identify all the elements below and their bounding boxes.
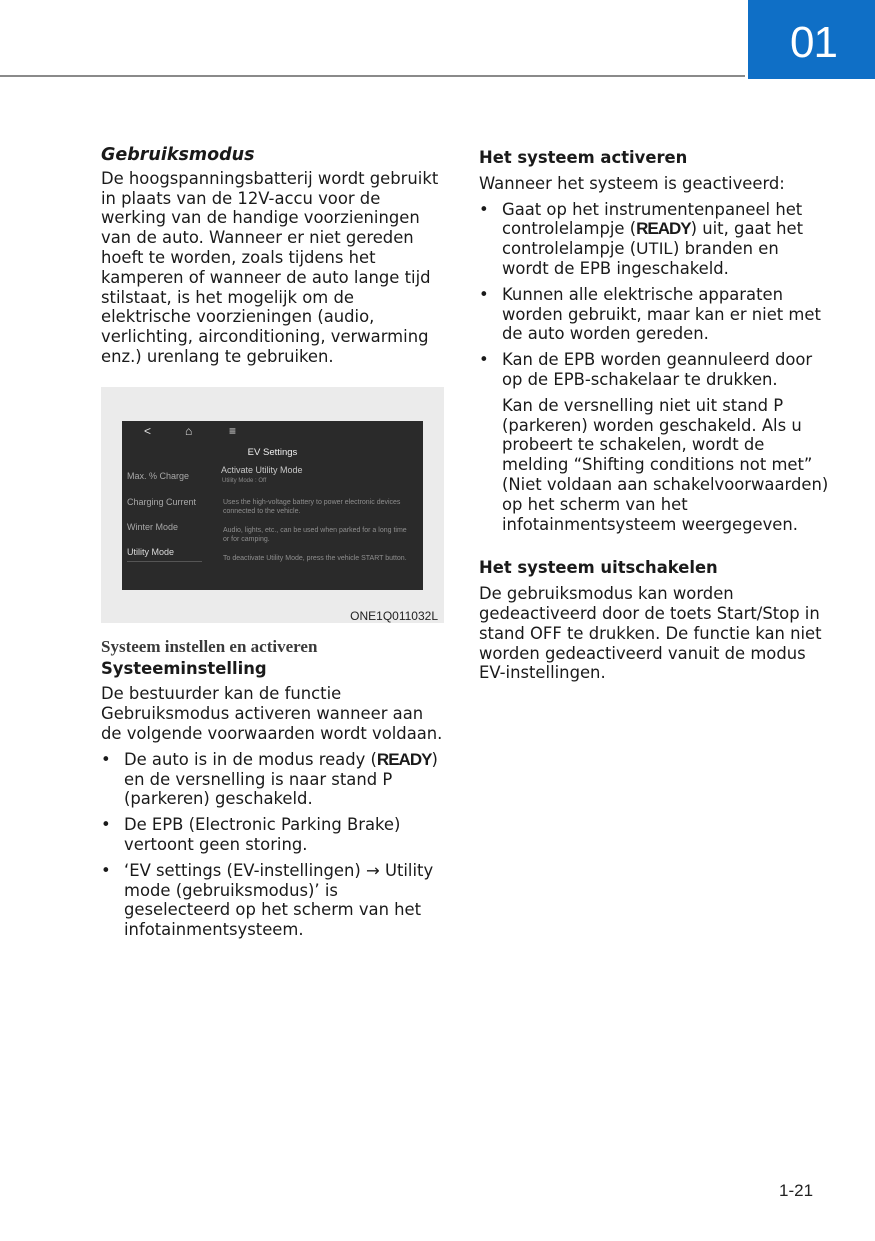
subheading-activeren: Het systeem activeren bbox=[479, 148, 688, 167]
option-description-1: Uses the high-voltage battery to power electronic devices connected to the vehicle. bbox=[223, 498, 401, 515]
infotainment-screen bbox=[122, 421, 423, 590]
list-text: ) uit, gaat het controlelampje ( bbox=[502, 219, 804, 259]
systeeminstelling-paragraph: De bestuurder kan de functie Gebruiksmodus activeren wanneer aan de volgende voorwaarden wordt voldaan. bbox=[101, 684, 443, 743]
menu-item-charging-current: Charging Current bbox=[127, 496, 197, 507]
option-status: Utility Mode : Off bbox=[222, 477, 267, 484]
ev-settings-figure bbox=[101, 387, 444, 623]
ready-indicator-icon: READY bbox=[636, 219, 691, 239]
left-column bbox=[101, 146, 446, 940]
chapter-number: 01 bbox=[790, 18, 837, 67]
option-description-2: Audio, lights, etc., can be used when parked for a long time or for camping. bbox=[223, 526, 407, 543]
activeren-intro: Wanneer het systeem is geactiveerd: bbox=[479, 173, 785, 193]
home-icon: ⌂ bbox=[185, 423, 193, 438]
conditions-list bbox=[101, 750, 446, 940]
list-text: Gaat op het instrumentenpaneel het controlelampje ( bbox=[502, 199, 803, 239]
list-item: • ‘EV settings (EV-instellingen) → Utility mode (gebruiksmodus)’ is geselecteerd op het scherm van het infotainmentsysteem. bbox=[101, 861, 446, 940]
list-item: • Kan de EPB worden geannuleerd door op de EPB-schakelaar te drukken. bbox=[479, 350, 829, 390]
list-item bbox=[479, 200, 829, 279]
list-item: • De EPB (Electronic Parking Brake) vertoont geen storing. bbox=[101, 815, 446, 855]
list-text: De auto is in de modus ready ( bbox=[124, 749, 377, 769]
activation-list bbox=[479, 200, 829, 390]
header-rule bbox=[0, 75, 745, 77]
section-heading-gebruiksmodus: Gebruiksmodus bbox=[101, 145, 255, 165]
figure-caption: ONE1Q011032L bbox=[350, 608, 438, 623]
back-icon: < bbox=[144, 423, 152, 438]
list-text: ) en de versnelling is naar stand P (parkeren) geschakeld. bbox=[124, 749, 438, 809]
list-item bbox=[101, 750, 446, 809]
menu-item-utility-mode: Utility Mode bbox=[127, 547, 202, 562]
list-item: • Kunnen alle elektrische apparaten worden gebruikt, maar kan er niet met de auto worden gereden. bbox=[479, 285, 829, 344]
option-title: Activate Utility Mode bbox=[221, 464, 303, 475]
option-description-3: To deactivate Utility Mode, press the vehicle START button. bbox=[223, 554, 407, 562]
menu-item-winter-mode: Winter Mode bbox=[127, 521, 179, 532]
menu-icon: ≡ bbox=[229, 423, 237, 438]
uitschakelen-paragraph: De gebruiksmodus kan worden gedeactiveerd door de toets Start/Stop in stand OFF te drukken. De functie kan niet worden gedeactiveerd vanuit de modus EV-instellingen. bbox=[479, 584, 822, 683]
chapter-tab bbox=[748, 0, 875, 79]
ready-indicator-icon: READY bbox=[376, 749, 432, 769]
right-column bbox=[479, 146, 829, 683]
screen-title: EV Settings bbox=[247, 446, 298, 458]
menu-item-max-charge: Max. % Charge bbox=[127, 470, 190, 481]
page-number: 1-21 bbox=[779, 1181, 814, 1200]
list-text: ) branden en wordt de EPB ingeschakeld. bbox=[502, 239, 779, 278]
shift-note: Kan de versnelling niet uit stand P (parkeren) worden geschakeld. Als u probeert te schakelen, wordt de melding “Shifting conditions not met” (Niet voldaan aan schakelvoorwaarden) op het scherm van het infotainmentsysteem weergegeven. bbox=[502, 395, 829, 534]
subheading-systeeminstelling: Systeeminstelling bbox=[101, 658, 267, 678]
subheading-uitschakelen: Het systeem uitschakelen bbox=[479, 558, 718, 578]
intro-paragraph: De hoogspanningsbatterij wordt gebruikt in plaats van de 12V-accu voor de werking van de handige voorzieningen van de auto. Wanneer er niet gereden hoeft te worden, zoals tijdens het kamperen of wanneer de auto lange tijd stilstaat, is het mogelijk om de elektrische voorzieningen (audio, verlichting, airconditioning, verwarming enz.) urenlang te gebruiken. bbox=[101, 168, 439, 366]
util-indicator-icon: UTIL bbox=[636, 239, 673, 259]
section-heading-instellen: Systeem instellen en activeren bbox=[101, 636, 318, 656]
